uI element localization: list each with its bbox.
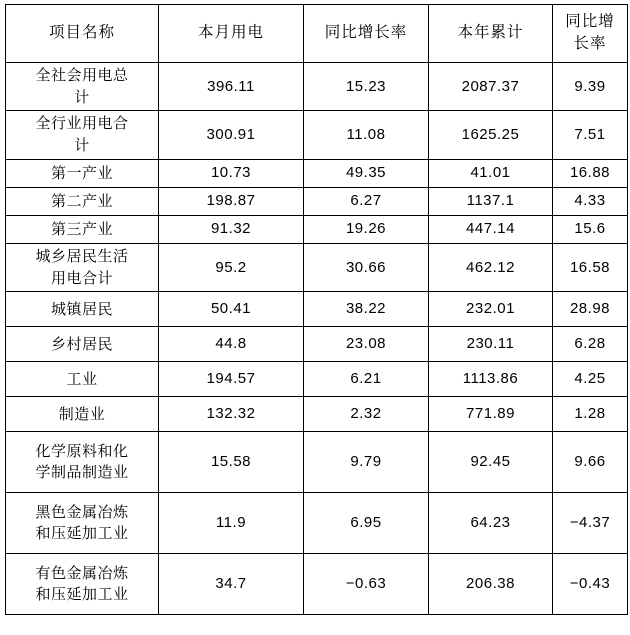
table-row (6, 554, 628, 615)
cell-month-usage: 300.91 (159, 111, 304, 160)
row-label-line: 化学原料和化 (35, 442, 129, 460)
cell-year-growth: 9.39 (553, 62, 628, 111)
row-label-line: 计 (74, 137, 90, 155)
row-label-line: 城乡居民生活 (35, 247, 129, 265)
cell-month-usage: 198.87 (159, 187, 304, 215)
column-header-year-growth (553, 5, 628, 63)
row-label-line: 黑色金属冶炼 (35, 503, 129, 521)
cell-month-growth: 49.35 (304, 159, 429, 187)
cell-year-total: 1113.86 (429, 362, 553, 397)
row-label (6, 554, 159, 615)
cell-year-total: 92.45 (429, 432, 553, 493)
cell-month-growth: 30.66 (304, 243, 429, 292)
table-row (6, 493, 628, 554)
row-label (6, 243, 159, 292)
cell-month-usage: 34.7 (159, 554, 304, 615)
table-row (6, 111, 628, 160)
row-label-line: 工业 (66, 370, 98, 388)
row-label (6, 187, 159, 215)
cell-year-growth: 6.28 (553, 327, 628, 362)
row-label-line: 和压延加工业 (35, 525, 129, 543)
row-label (6, 397, 159, 432)
cell-month-growth: 2.32 (304, 397, 429, 432)
table-row (6, 362, 628, 397)
row-label-line: 计 (74, 88, 90, 106)
cell-month-growth: 38.22 (304, 292, 429, 327)
table-header (6, 5, 628, 63)
cell-year-growth: 7.51 (553, 111, 628, 160)
cell-month-growth: 23.08 (304, 327, 429, 362)
cell-year-total: 1625.25 (429, 111, 553, 160)
table-row (6, 243, 628, 292)
cell-year-total: 41.01 (429, 159, 553, 187)
electricity-consumption-table (5, 4, 628, 615)
row-label (6, 493, 159, 554)
row-label-line: 有色金属冶炼 (35, 564, 129, 582)
cell-year-growth: 4.33 (553, 187, 628, 215)
cell-year-total: 206.38 (429, 554, 553, 615)
row-label-line: 学制品制造业 (35, 464, 129, 482)
table-row (6, 397, 628, 432)
cell-year-total: 230.11 (429, 327, 553, 362)
row-label-line: 第二产业 (50, 192, 113, 210)
cell-month-growth: 15.23 (304, 62, 429, 111)
row-label (6, 111, 159, 160)
cell-month-usage: 15.58 (159, 432, 304, 493)
cell-month-growth: 6.21 (304, 362, 429, 397)
cell-month-usage: 50.41 (159, 292, 304, 327)
cell-month-growth: 6.95 (304, 493, 429, 554)
table-row (6, 215, 628, 243)
row-label-line: 第一产业 (50, 164, 113, 182)
cell-year-total: 771.89 (429, 397, 553, 432)
cell-month-growth: 19.26 (304, 215, 429, 243)
cell-year-growth: 9.66 (553, 432, 628, 493)
row-label (6, 362, 159, 397)
cell-year-total: 232.01 (429, 292, 553, 327)
cell-month-usage: 10.73 (159, 159, 304, 187)
cell-year-growth: 15.6 (553, 215, 628, 243)
cell-year-total: 2087.37 (429, 62, 553, 111)
column-header-month-usage: 本月用电 (159, 5, 304, 63)
cell-year-total: 462.12 (429, 243, 553, 292)
cell-year-growth: 16.58 (553, 243, 628, 292)
row-label (6, 327, 159, 362)
table-row (6, 159, 628, 187)
cell-month-usage: 396.11 (159, 62, 304, 111)
cell-year-growth: 16.88 (553, 159, 628, 187)
row-label-line: 全社会用电总 (35, 66, 129, 84)
table-row (6, 292, 628, 327)
row-label (6, 432, 159, 493)
cell-month-usage: 132.32 (159, 397, 304, 432)
row-label (6, 215, 159, 243)
table-row (6, 187, 628, 215)
cell-month-usage: 95.2 (159, 243, 304, 292)
cell-month-usage: 11.9 (159, 493, 304, 554)
cell-year-growth: −0.43 (553, 554, 628, 615)
cell-month-usage: 44.8 (159, 327, 304, 362)
row-label-line: 第三产业 (50, 220, 113, 238)
cell-month-growth: 6.27 (304, 187, 429, 215)
row-label (6, 62, 159, 111)
cell-month-usage: 91.32 (159, 215, 304, 243)
row-label-line: 乡村居民 (50, 335, 113, 353)
column-header-year-total: 本年累计 (429, 5, 553, 63)
table-row (6, 432, 628, 493)
cell-year-growth: −4.37 (553, 493, 628, 554)
cell-month-growth: −0.63 (304, 554, 429, 615)
cell-year-growth: 4.25 (553, 362, 628, 397)
cell-year-total: 1137.1 (429, 187, 553, 215)
column-header-month-growth: 同比增长率 (304, 5, 429, 63)
cell-month-usage: 194.57 (159, 362, 304, 397)
row-label (6, 292, 159, 327)
cell-year-total: 447.14 (429, 215, 553, 243)
table-body (6, 62, 628, 615)
row-label-line: 城镇居民 (50, 300, 113, 318)
cell-year-growth: 1.28 (553, 397, 628, 432)
table-row (6, 327, 628, 362)
table-row (6, 62, 628, 111)
column-header-year-growth-line1: 同比增 (565, 13, 615, 30)
row-label (6, 159, 159, 187)
row-label-line: 用电合计 (50, 269, 113, 287)
column-header-year-growth-line2: 长率 (573, 35, 607, 53)
cell-month-growth: 11.08 (304, 111, 429, 160)
cell-year-growth: 28.98 (553, 292, 628, 327)
row-label-line: 和压延加工业 (35, 586, 129, 604)
cell-month-growth: 9.79 (304, 432, 429, 493)
cell-year-total: 64.23 (429, 493, 553, 554)
table-header-row (6, 5, 628, 63)
column-header-item-name: 项目名称 (6, 5, 159, 63)
row-label-line: 全行业用电合 (35, 115, 129, 133)
row-label-line: 制造业 (58, 405, 106, 423)
